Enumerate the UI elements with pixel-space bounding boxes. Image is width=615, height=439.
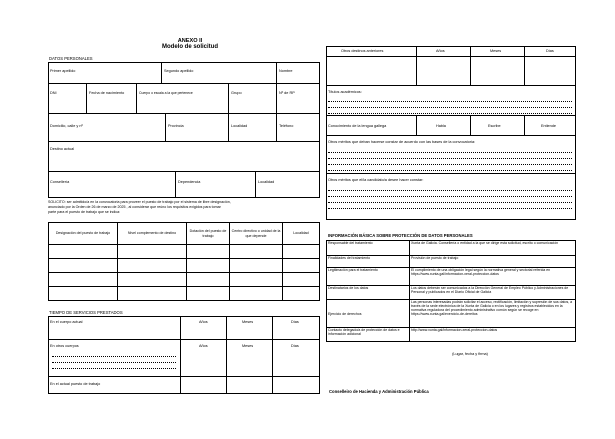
destinos-dias: Días bbox=[546, 49, 554, 53]
proteccion-value: Los datos deberán ser comunicados a la Dirección General de Empleo Público y Administraciones de Personal y publicados en el Diario Oficial de Galicia bbox=[410, 286, 576, 300]
localidad-field[interactable]: Localidad bbox=[231, 124, 248, 128]
primer-apellido-field[interactable]: Primer apellido bbox=[50, 69, 76, 73]
proteccion-label: Responsable del tratamiento bbox=[327, 241, 410, 256]
proteccion-label: Contacto delegado/a de protección de datos e información adicional bbox=[327, 328, 410, 342]
destino-actual-field[interactable]: Destino actual bbox=[50, 147, 75, 151]
proteccion-table bbox=[326, 240, 576, 342]
puesto-table bbox=[48, 222, 320, 301]
proteccion-value: El cumplimiento de una obligación legal según la normativa general y sectorial referida en https://www.xunta.gal/informacion-xeral-proteccion-datos bbox=[410, 268, 576, 286]
table-row[interactable] bbox=[49, 259, 320, 273]
solicito-line-2: anunciado por la Orden de 26 de marzo de 2025 , al considerar que reúno los requisitos exigidos para tomar bbox=[48, 205, 221, 209]
cuerpo-field[interactable]: Cuerpo o escala a la que pertenece bbox=[139, 91, 193, 95]
gallego-escribe: Escribe bbox=[488, 124, 501, 128]
proteccion-value: Las personas interesadas podrán solicitar el acceso, rectificación, limitación y supresión de sus datos, a través de la sede electrónica de la Xunta de Galicia o en los lugares y registros establecidos en la normativa reguladora del procedimiento administrativo común según se recoge en https://www.xunta.gal/exercicio-de-dereitos bbox=[410, 300, 576, 328]
meritos-label: Otros méritos que deban hacerse constar de acuerdo con las bases de la convocatoria: bbox=[328, 140, 476, 144]
proteccion-value: Xunta de Galicia. Consellería o entidad a la que se dirige esta solicitud, escrito o comunicación bbox=[410, 241, 576, 256]
proteccion-label: Finalidades del tratamiento bbox=[327, 256, 410, 268]
gallego-habla: Habla bbox=[436, 124, 446, 128]
puesto-header-dotacion: Dotación del puesto de trabajo bbox=[187, 223, 230, 245]
puesto-header-centro: Centro directivo o unidad de la que depende bbox=[230, 223, 283, 245]
table-row[interactable] bbox=[49, 273, 320, 287]
servicios-dias-1: Días bbox=[291, 320, 299, 324]
destinos-meses: Meses bbox=[490, 49, 502, 53]
gallego-entiende: Entiende bbox=[541, 124, 556, 128]
table-row[interactable] bbox=[49, 245, 320, 259]
domicilio-field[interactable]: Domicilio, calle y nº bbox=[50, 124, 83, 128]
otros-meritos-label: Otros méritos que el/la candidato/a desee hacer constar: bbox=[328, 178, 424, 182]
provincia-field[interactable]: Provincia bbox=[168, 124, 184, 128]
nombre-field[interactable]: Nombre bbox=[279, 69, 293, 73]
proteccion-value[interactable]: http://www.xunta.gal/informacion-xeral-proteccion-datos bbox=[410, 328, 576, 342]
personal-data-heading: DATOS PERSONALES bbox=[49, 56, 93, 61]
servicios-anos-2: Años bbox=[199, 344, 208, 348]
grupo-field[interactable]: Grupo bbox=[231, 91, 242, 95]
servicios-anos-1: Años bbox=[199, 320, 208, 324]
otros-destinos-label: Otros destinos anteriores bbox=[341, 49, 384, 53]
nrp-field[interactable]: Nº de RP bbox=[279, 91, 295, 95]
dni-field[interactable]: DNI bbox=[50, 91, 57, 95]
localidad2-field[interactable]: Localidad bbox=[258, 180, 275, 184]
otros-cuerpos-label: En otros cuerpos bbox=[50, 344, 79, 348]
proteccion-label: Legitimación para el tratamiento bbox=[327, 268, 410, 286]
proteccion-label: Destinatarios de los datos bbox=[327, 286, 410, 300]
table-row[interactable] bbox=[49, 287, 320, 301]
telefono-field[interactable]: Teléfono bbox=[279, 124, 294, 128]
segundo-apellido-field[interactable]: Segundo apellido bbox=[164, 69, 194, 73]
proteccion-heading: INFORMACIÓN BÁSICA SOBRE PROTECCIÓN DE DATOS PERSONALES bbox=[328, 233, 473, 238]
form-subtitle: Modelo de solicitud bbox=[161, 44, 218, 50]
proteccion-value: Provisión de puesto de trabajo bbox=[410, 256, 576, 268]
proteccion-label: Ejercicio de derechos bbox=[327, 300, 410, 328]
servicios-heading: TIEMPO DE SERVICIOS PRESTADOS bbox=[49, 310, 123, 315]
gallego-label: Conocimiento de la lengua gallega bbox=[328, 124, 387, 128]
fecha-nacimiento-field[interactable]: Fecha de nacimiento bbox=[89, 91, 125, 95]
dependencia-field[interactable]: Dependencia bbox=[178, 180, 201, 184]
servicios-dias-2: Días bbox=[291, 344, 299, 348]
form-title: ANEXO II bbox=[177, 38, 203, 44]
titulos-label: Títulos académicos: bbox=[328, 90, 362, 94]
puesto-header-nivel: Nivel complemento de destino bbox=[118, 223, 187, 245]
servicios-meses-2: Meses bbox=[242, 344, 254, 348]
puesto-header-designacion: Designación del puesto de trabajo bbox=[49, 223, 118, 245]
solicito-line-3: parte para el puesto de trabajo que se indica: bbox=[48, 210, 121, 214]
puesto-header-localidad: Localidad bbox=[283, 223, 320, 245]
footer-conselleiro: Conselleiro de Hacienda y Administración Pública bbox=[329, 389, 429, 394]
cuerpo-actual-label: En el cuerpo actual bbox=[50, 320, 83, 324]
destinos-anos: Años bbox=[436, 49, 445, 53]
servicios-meses-1: Meses bbox=[242, 320, 254, 324]
puesto-actual-label: En el actual puesto de trabajo bbox=[50, 382, 101, 386]
consejeria-field[interactable]: Consellería bbox=[50, 180, 70, 184]
lugar-fecha-firma: (Lugar, fecha y firma) bbox=[452, 352, 488, 356]
solicito-line-1: SOLICITO: ser admitido/a en la convocatoria para proveer el puesto de trabajo por el sistema de libre designación, bbox=[48, 200, 231, 204]
